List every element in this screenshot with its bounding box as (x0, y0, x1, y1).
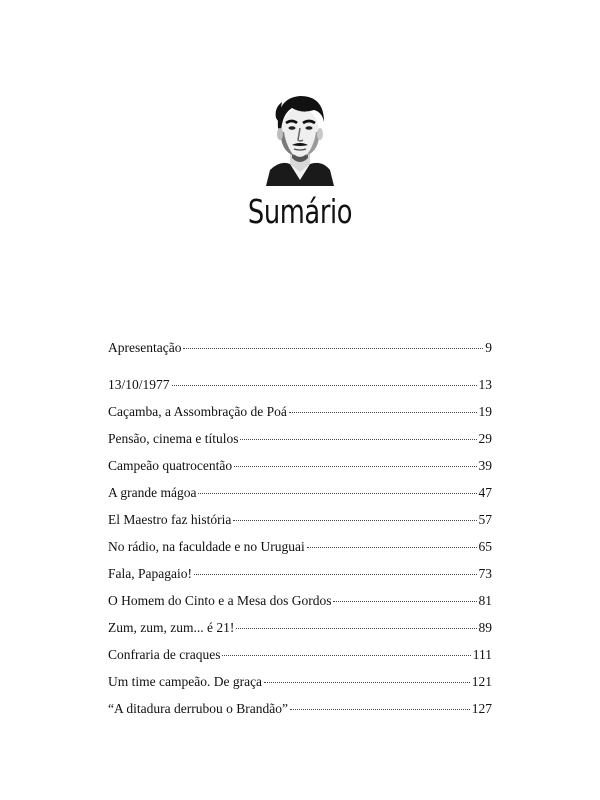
table-of-contents (108, 340, 492, 728)
toc-entry-page: 29 (478, 431, 492, 446)
toc-entry[interactable] (108, 458, 492, 485)
toc-entry-label: Campeão quatrocentão (108, 458, 233, 473)
toc-entry[interactable] (108, 593, 492, 620)
toc-entry-label: Zum, zum, zum... é 21! (108, 620, 235, 635)
toc-entry-page: 19 (478, 404, 492, 419)
toc-entry[interactable] (108, 404, 492, 431)
toc-entry[interactable] (108, 377, 492, 404)
dot-leader (183, 347, 483, 349)
toc-entry-label: Apresentação (108, 340, 182, 355)
toc-entry-page: 73 (478, 566, 492, 581)
toc-entry-page: 57 (478, 512, 492, 527)
toc-entry-label: Pensão, cinema e títulos (108, 431, 239, 446)
page-title: Sumário (247, 192, 353, 231)
dot-leader (333, 600, 476, 602)
toc-entry[interactable] (108, 512, 492, 539)
toc-entry-label: El Maestro faz história (108, 512, 232, 527)
dot-leader (233, 519, 476, 521)
toc-entry-label: Caçamba, a Assombração de Poá (108, 404, 287, 419)
dot-leader (240, 438, 476, 440)
toc-entry[interactable] (108, 701, 492, 728)
toc-entry[interactable] (108, 566, 492, 593)
dot-leader (222, 654, 470, 656)
dot-leader (236, 627, 476, 629)
dot-leader (172, 384, 477, 386)
portrait-icon (266, 88, 334, 186)
toc-entry-page: 121 (471, 674, 492, 689)
toc-entry-label: Um time campeão. De graça (108, 674, 263, 689)
toc-entry[interactable] (108, 431, 492, 458)
toc-entry-page: 81 (478, 593, 492, 608)
toc-entry-label: A grande mágoa (108, 485, 197, 500)
toc-entry-label: No rádio, na faculdade e no Uruguai (108, 539, 305, 554)
toc-entry[interactable] (108, 647, 492, 674)
toc-entry-label: “A ditadura derrubou o Brandão” (108, 701, 288, 716)
toc-entry-page: 9 (485, 340, 492, 355)
dot-leader (289, 411, 477, 413)
toc-entry[interactable] (108, 340, 492, 367)
toc-entry-page: 127 (471, 701, 492, 716)
toc-entry-page: 65 (478, 539, 492, 554)
toc-entry[interactable] (108, 674, 492, 701)
toc-entry[interactable] (108, 485, 492, 512)
toc-entry-page: 111 (472, 647, 492, 662)
dot-leader (290, 708, 470, 710)
dot-leader (264, 681, 470, 683)
dot-leader (194, 573, 477, 575)
toc-entry-label: Confraria de craques (108, 647, 221, 662)
toc-entry-page: 89 (478, 620, 492, 635)
toc-entry-page: 13 (478, 377, 492, 392)
toc-entry-page: 39 (478, 458, 492, 473)
toc-entry-label: Fala, Papagaio! (108, 566, 192, 581)
dot-leader (307, 546, 477, 548)
dot-leader (198, 492, 476, 494)
toc-entry-label: 13/10/1977 (108, 377, 170, 392)
toc-entry[interactable] (108, 620, 492, 647)
portrait-photo (266, 88, 334, 186)
toc-entry-page: 47 (478, 485, 492, 500)
dot-leader (234, 465, 476, 467)
toc-entry-label: O Homem do Cinto e a Mesa dos Gordos (108, 593, 332, 608)
toc-entry[interactable] (108, 539, 492, 566)
